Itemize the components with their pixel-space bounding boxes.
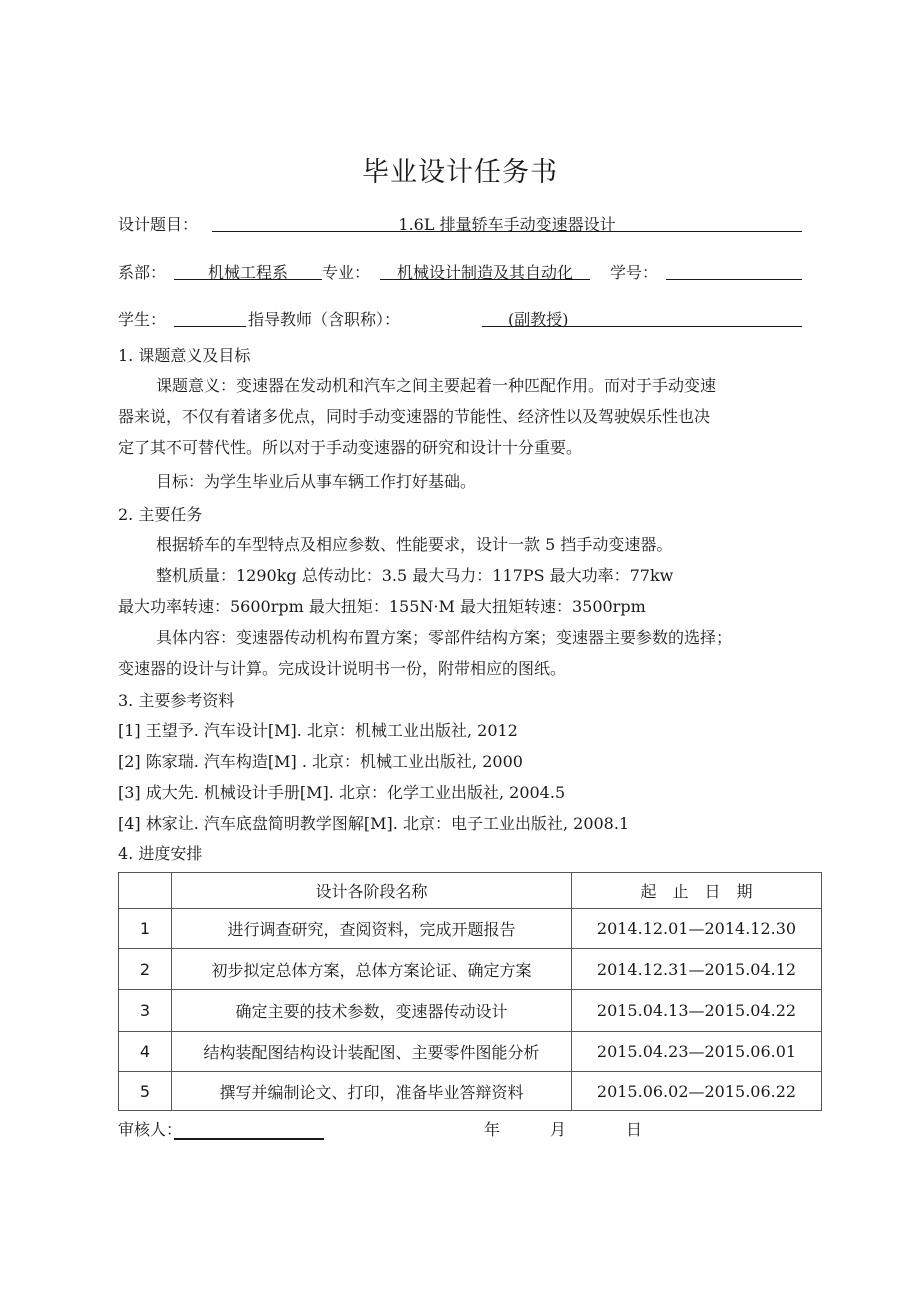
row-date: 2015.06.02—2015.06.22 <box>572 1072 822 1111</box>
major-value: 机械设计制造及其自动化 <box>396 263 573 282</box>
date-day-label: 日 <box>626 1120 643 1139</box>
row-stage: 结构装配图结构设计装配图、主要零件图能分析 <box>172 1032 572 1072</box>
reference-item: [3] 成大先. 机械设计手册[M]. 北京：化学工业出版社, 2004.5 <box>118 783 566 802</box>
dept-label: 系部： <box>118 263 167 282</box>
row-number: 3 <box>119 990 172 1032</box>
section1-heading: 1. 课题意义及目标 <box>118 346 251 365</box>
table-header-stage: 设计各阶段名称 <box>172 873 572 909</box>
document-title: 毕业设计任务书 <box>362 157 558 188</box>
date-month-label: 月 <box>550 1120 567 1139</box>
advisor-value: (副教授) <box>508 310 569 329</box>
schedule-table <box>118 872 822 1111</box>
section1-goal: 目标：为学生毕业后从事车辆工作打好基础。 <box>156 472 477 491</box>
section4-heading: 4. 进度安排 <box>118 844 203 863</box>
row-date: 2014.12.31—2015.04.12 <box>572 949 822 990</box>
section1-meaning-line1: 课题意义：变速器在发动机和汽车之间主要起着一种匹配作用。而对于手动变速 <box>156 376 717 395</box>
section1-meaning-line2: 器来说，不仅有着诸多优点，同时手动变速器的节能性、经济性以及驾驶娱乐性也决 <box>118 407 711 426</box>
row-number: 4 <box>119 1032 172 1072</box>
row-stage: 确定主要的技术参数，变速器传动设计 <box>172 990 572 1032</box>
table-row <box>119 1072 822 1111</box>
table-row <box>119 1032 822 1072</box>
section2-heading: 2. 主要任务 <box>118 505 203 524</box>
section2-line3: 最大功率转速：5600rpm 最大扭矩：155N·M 最大扭矩转速：3500rpm <box>118 597 646 616</box>
major-label: 专业： <box>322 263 371 282</box>
section3-heading: 3. 主要参考资料 <box>118 691 235 710</box>
reference-item: [2] 陈家瑞. 汽车构造[M] . 北京：机械工业出版社, 2000 <box>118 752 523 771</box>
row-date: 2015.04.13—2015.04.22 <box>572 990 822 1032</box>
row-date: 2015.04.23—2015.06.01 <box>572 1032 822 1072</box>
table-row <box>119 949 822 990</box>
row-stage: 撰写并编制论文、打印，准备毕业答辩资料 <box>172 1072 572 1111</box>
student-id-label: 学号： <box>610 263 659 282</box>
section1-meaning-line3: 定了其不可替代性。所以对于手动变速器的研究和设计十分重要。 <box>118 438 583 457</box>
reference-item: [4] 林家让. 汽车底盘简明教学图解[M]. 北京：电子工业出版社, 2008.1 <box>118 814 630 833</box>
advisor-label: 指导教师（含职称）： <box>248 310 401 329</box>
table-header-date: 起 止 日 期 <box>572 873 822 909</box>
row-date: 2014.12.01—2014.12.30 <box>572 909 822 949</box>
reviewer-label: 审核人： <box>118 1120 183 1139</box>
row-number: 2 <box>119 949 172 990</box>
dept-value: 机械工程系 <box>207 263 288 282</box>
row-stage: 初步拟定总体方案，总体方案论证、确定方案 <box>172 949 572 990</box>
section2-line4: 具体内容：变速器传动机构布置方案；零部件结构方案；变速器主要参数的选择； <box>156 628 733 647</box>
reviewer-underline[interactable] <box>174 1138 324 1140</box>
row-number: 5 <box>119 1072 172 1111</box>
student-id-underline[interactable] <box>666 279 802 280</box>
table-row <box>119 990 822 1032</box>
topic-label: 设计题目： <box>118 215 199 234</box>
table-row <box>119 909 822 949</box>
section2-line5: 变速器的设计与计算。完成设计说明书一份，附带相应的图纸。 <box>118 659 567 678</box>
row-stage: 进行调查研究，查阅资料，完成开题报告 <box>172 909 572 949</box>
student-underline[interactable] <box>174 326 246 327</box>
date-year-label: 年 <box>484 1120 501 1139</box>
section2-line2: 整机质量：1290kg 总传动比：3.5 最大马力：117PS 最大功率：77kw <box>156 566 674 585</box>
topic-value: 1.6L 排量轿车手动变速器设计 <box>398 215 616 234</box>
reference-item: [1] 王望予. 汽车设计[M]. 北京：机械工业出版社, 2012 <box>118 721 518 740</box>
section2-line1: 根据轿车的车型特点及相应参数、性能要求，设计一款 5 挡手动变速器。 <box>156 535 673 554</box>
row-number: 1 <box>119 909 172 949</box>
table-header-row <box>119 873 822 909</box>
table-header-num <box>119 873 172 909</box>
student-label: 学生： <box>118 310 167 329</box>
